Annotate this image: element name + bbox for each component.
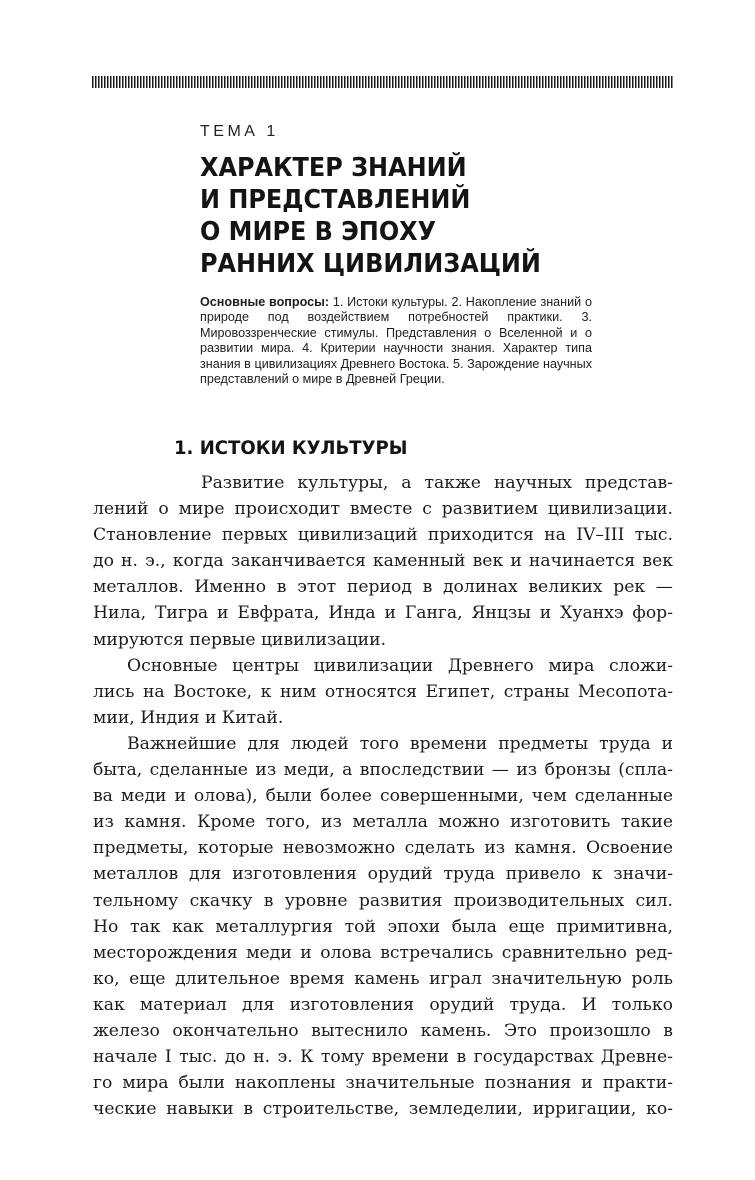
body-line: из камня. Кроме того, из металла можно изготовить такие — [93, 812, 673, 833]
body-line: ва меди и олова), были более совершенными, чем сделанные — [93, 786, 673, 807]
body-line: Развитие культуры, а также научных представ- — [201, 473, 673, 493]
chapter-title-line: ХАРАКТЕР ЗНАНИЙ — [200, 153, 467, 183]
chapter-title-line: И ПРЕДСТАВЛЕНИЙ — [200, 185, 471, 215]
body-line: предметы, которые невозможно сделать из камня. Освоение — [93, 838, 673, 859]
section-heading: 1. ИСТОКИ КУЛЬТУРЫ — [174, 437, 408, 459]
body-line: Становление первых цивилизаций приходится на IV–III тыс. — [93, 525, 673, 546]
body-line: лений о мире происходит вместе с развитием цивилизации. — [93, 499, 673, 520]
chapter-title — [200, 152, 605, 280]
body-line: Важнейшие для людей того времени предметы труда и — [127, 733, 673, 754]
body-line: начале I тыс. до н. э. К тому времени в государствах Древне- — [93, 1047, 673, 1068]
body-line: месторождения меди и олова встречались сравнительно ред- — [93, 942, 673, 963]
body-line: мируются первые цивилизации. — [93, 629, 387, 650]
body-line: как материал для изготовления орудий труда. И только — [93, 994, 673, 1015]
header-rule — [92, 76, 674, 88]
key-questions-label: Основные вопросы: — [200, 295, 330, 309]
body-line: до н. э., когда заканчивается каменный век и начинается век — [93, 551, 673, 572]
body-line: тельному скачку в уровне развития производительных сил. — [93, 890, 673, 911]
body-line: го мира были накоплены значительные познания и практи- — [93, 1073, 673, 1094]
topic-label: ТЕМА 1 — [200, 123, 279, 140]
body-line: быта, сделанные из меди, а впоследствии — из бронзы (спла- — [93, 760, 673, 781]
chapter-title-line: РАННИХ ЦИВИЛИЗАЦИЙ — [200, 249, 541, 279]
body-line: мии, Индия и Китай. — [93, 707, 284, 728]
chapter-title-line: О МИРЕ В ЭПОХУ — [200, 217, 437, 247]
body-line: металлов для изготовления орудий труда привело к значи- — [93, 864, 673, 885]
body-line: ческие навыки в строительстве, земледелии, ирригации, ко- — [93, 1099, 673, 1120]
body-line: Основные центры цивилизации Древнего мира сложи- — [127, 655, 673, 676]
body-line: ко, еще длительное время камень играл значительную роль — [93, 968, 673, 989]
body-text — [93, 470, 673, 1122]
key-questions — [200, 295, 592, 387]
key-questions-text: 1. Истоки культуры. 2. Накопление знаний о природе под воздействием потребностей практики. 3. Мировоззренческие стимулы. Представления о Вселенной и о развитии мира. 4. Критерии научности знания. Характер типа знания в цивилизациях Древнего Востока. 5. Зарождение научных представлений о мире в Древней Греции. — [200, 295, 592, 387]
body-line: Нила, Тигра и Евфрата, Инда и Ганга, Янцзы и Хуанхэ фор- — [93, 603, 673, 624]
body-line: железо окончательно вытеснило камень. Это произошло в — [93, 1020, 673, 1041]
body-line: металлов. Именно в этот период в долинах великих рек — — [93, 577, 673, 598]
body-line: Но так как металлургия той эпохи была еще примитивна, — [93, 916, 673, 937]
body-line: лись на Востоке, к ним относятся Египет, страны Месопота- — [93, 681, 673, 702]
